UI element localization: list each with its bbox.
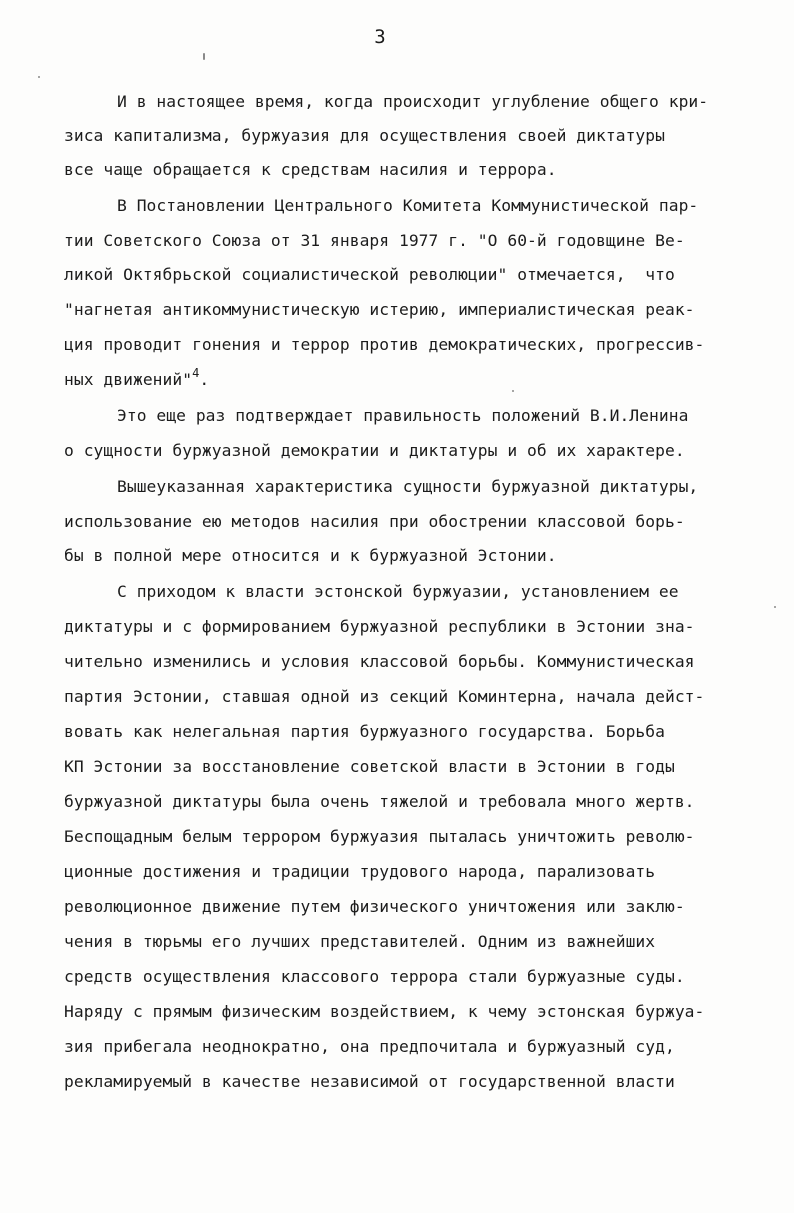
text-line-with-footnote [64,364,209,396]
text-line: тии Советского Союза от 31 января 1977 г. "О 60-й годовщине Ве- [64,231,685,250]
text-line: буржуазной диктатуры была очень тяжелой и требовала много жертв. [64,792,695,811]
text-line: партия Эстонии, ставшая одной из секций Коминтерна, начала дейст- [64,687,705,706]
text-line: зия прибегала неоднократно, она предпочитала и буржуазный суд, [64,1037,675,1056]
text-line: чительно изменились и условия классовой борьбы. Коммунистическая [64,652,695,671]
text-line: ликой Октябрьской социалистической революции" отмечается, что [64,265,675,284]
text-line: средств осуществления классового террора стали буржуазные суды. [64,967,685,986]
text-line: чения в тюрьмы его лучших представителей. Одним из важнейших [64,932,656,951]
text-line: диктатуры и с формированием буржуазной республики в Эстонии зна- [64,617,695,636]
scan-speck [512,390,514,392]
text-line: В Постановлении Центрального Комитета Коммунистической пар- [117,196,699,215]
scan-speck [203,53,205,60]
text-line: КП Эстонии за восстановление советской власти в Эстонии в годы [64,757,675,776]
text-line: И в настоящее время, когда происходит углубление общего кри- [117,92,709,111]
scan-speck [38,76,40,78]
text-line: С приходом к власти эстонской буржуазии, установлением ее [117,582,679,601]
text-line: бы в полной мере относится и к буржуазной Эстонии. [64,546,557,565]
text-line: Наряду с прямым физическим воздействием, к чему эстонская буржуа- [64,1002,705,1021]
text-line: Это еще раз подтверждает правильность положений В.И.Ленина [117,406,689,425]
text-line: "нагнетая антикоммунистическую истерию, империалистическая реак- [64,300,695,319]
text-line: использование ею методов насилия при обострении классовой борь- [64,512,685,531]
text-line: ция проводит гонения и террор против демократических, прогрессив- [64,335,705,354]
text-line: о сущности буржуазной демократии и диктатуры и об их характере. [64,441,685,460]
text-line: Вышеуказанная характеристика сущности буржуазной диктатуры, [117,477,699,496]
text-line: Беспощадным белым террором буржуазия пыталась уничтожить револю- [64,827,695,846]
footnote-reference: 4 [192,366,200,380]
text-line: вовать как нелегальная партия буржуазного государства. Борьба [64,722,665,741]
text-line: все чаще обращается к средствам насилия и террора. [64,160,557,179]
text-line: рекламируемый в качестве независимой от государственной власти [64,1072,675,1091]
scan-speck [774,606,776,608]
text-line: ционные достижения и традиции трудового народа, парализовать [64,862,656,881]
text-line: ных движений" [64,370,193,389]
sentence-period: . [199,370,210,389]
text-line: революционное движение путем физического уничтожения или заклю- [64,897,685,916]
text-line: зиса капитализма, буржуазия для осуществления своей диктатуры [64,126,665,145]
page-number: 3 [374,26,386,48]
